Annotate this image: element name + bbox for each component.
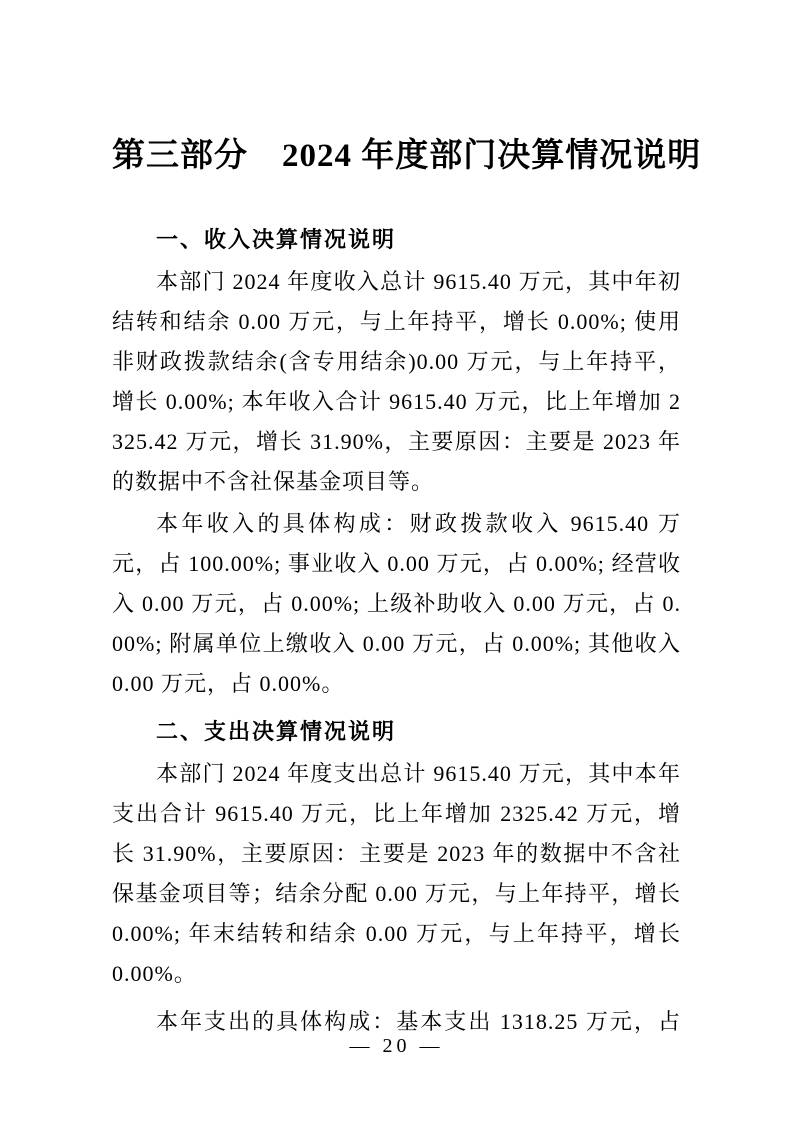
section-heading-expenditure: 二、支出决算情况说明 — [156, 719, 397, 744]
paragraph-income-composition: 本年收入的具体构成：财政拨款收入 9615.40 万元，占 100.00%; 事业收入 0.00 万元，占 0.00%; 经营收入 0.00 万元，占 0.00%; 上级补助收入 0.00 万元，占 0.00%; 附属单位上缴收入 0.00 万元，占 0.00%; 其他收入 0.00 万元，占 0.00%。 — [112, 511, 681, 696]
document-content — [112, 0, 702, 1042]
section-heading-income: 一、收入决算情况说明 — [156, 227, 397, 252]
paragraph-expenditure-composition: 本年支出的具体构成：基本支出 1318.25 万元，占 — [156, 1009, 681, 1034]
paragraph-income-overview: 本部门 2024 年度收入总计 9615.40 万元，其中年初结转和结余 0.00 万元，与上年持平，增长 0.00%; 使用非财政拨款结余(含专用结余)0.00 万元，与上年持平，增长 0.00%; 本年收入合计 9615.40 万元，比上年增加 2325.42 万元，增长 31.90%，主要原因：主要是 2023 年的数据中不含社保基金项目等。 — [112, 269, 681, 494]
paragraph-expenditure-overview: 本部门 2024 年度支出总计 9615.40 万元，其中本年支出合计 9615.40 万元，比上年增加 2325.42 万元，增长 31.90%，主要原因：主要是 2023 年的数据中不含社保基金项目等；结余分配 0.00 万元，与上年持平，增长 0.00%; 年末结转和结余 0.00 万元，与上年持平，增长 0.00%。 — [112, 761, 681, 986]
page-number: — 20 — — [349, 1035, 444, 1057]
page-title: 第三部分 2024 年度部门决算情况说明 — [112, 138, 702, 174]
